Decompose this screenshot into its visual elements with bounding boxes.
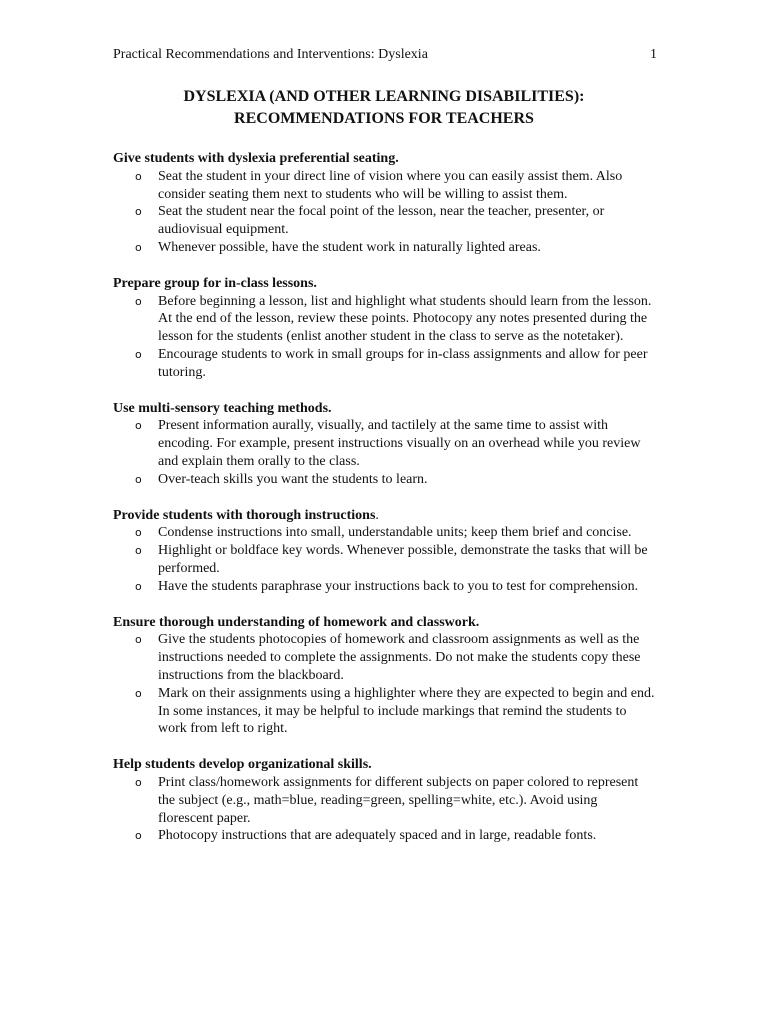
section	[113, 400, 655, 489]
list-item-text: Have the students paraphrase your instructions back to you to test for comprehension.	[158, 578, 639, 594]
list-item-text: Whenever possible, have the student work in naturally lighted areas.	[158, 239, 541, 255]
document-title	[113, 86, 655, 130]
list-item	[113, 346, 655, 382]
list-item	[113, 685, 655, 738]
title-line-2: RECOMMENDATIONS FOR TEACHERS	[234, 110, 534, 127]
section-heading	[113, 507, 655, 525]
hollow-bullet-icon: o	[135, 579, 142, 593]
list-item	[113, 417, 655, 470]
bullet-list	[113, 168, 655, 257]
section-heading	[113, 275, 655, 293]
list-item	[113, 471, 655, 489]
bullet-list	[113, 524, 655, 595]
section	[113, 507, 655, 596]
section	[113, 756, 655, 845]
hollow-bullet-icon: o	[135, 633, 142, 647]
hollow-bullet-icon: o	[135, 205, 142, 219]
bullet-list	[113, 631, 655, 738]
hollow-bullet-icon: o	[135, 686, 142, 700]
section	[113, 275, 655, 382]
list-item-text: Give the students photocopies of homework and classroom assignments as well as the instructions needed to complete the assignments. Do not make the students copy these instructions from the blackboard.	[158, 632, 641, 683]
bullet-list	[113, 293, 655, 382]
section-heading-text: Give students with dyslexia preferential seating.	[113, 151, 399, 166]
running-title: Practical Recommendations and Interventions: Dyslexia	[113, 47, 428, 62]
list-item-text: Encourage students to work in small groups for in-class assignments and allow for peer tutoring.	[158, 346, 648, 380]
hollow-bullet-icon: o	[135, 775, 142, 789]
section-heading-suffix: .	[375, 507, 379, 523]
list-item	[113, 524, 655, 542]
hollow-bullet-icon: o	[135, 347, 142, 361]
section-heading-text: Ensure thorough understanding of homework and classwork.	[113, 614, 480, 630]
title-line-1: DYSLEXIA (AND OTHER LEARNING DISABILITIES):	[183, 88, 585, 105]
list-item	[113, 168, 655, 204]
list-item-text: Highlight or boldface key words. Whenever possible, demonstrate the tasks that will be performed.	[158, 543, 648, 576]
list-item-text: Photocopy instructions that are adequately spaced and in large, readable fonts.	[158, 828, 597, 844]
list-item-text: Seat the student in your direct line of vision where you can easily assist them. Also consider seating them next to students who will be willing to assist them.	[158, 168, 623, 202]
sections-container	[113, 150, 655, 845]
list-item-text: Over-teach skills you want the students to learn.	[158, 471, 428, 487]
section	[113, 150, 655, 257]
section	[113, 614, 655, 739]
list-item	[113, 578, 655, 596]
list-item-text: Seat the student near the focal point of the lesson, near the teacher, presenter, or audiovisual equipment.	[158, 204, 605, 238]
section-heading	[113, 756, 655, 774]
hollow-bullet-icon: o	[135, 419, 142, 433]
hollow-bullet-icon: o	[135, 294, 142, 308]
list-item-text: Mark on their assignments using a highlighter where they are expected to begin and end. In some instances, it may be helpful to include markings that remind the students to work from left to right.	[158, 685, 655, 737]
section-heading	[113, 150, 655, 168]
hollow-bullet-icon: o	[135, 526, 142, 540]
hollow-bullet-icon: o	[135, 829, 142, 843]
running-header	[113, 46, 655, 64]
hollow-bullet-icon: o	[135, 472, 142, 486]
section-heading-text: Help students develop organizational skills.	[113, 757, 372, 773]
section-heading	[113, 400, 655, 418]
list-item-text: Condense instructions into small, understandable units; keep them brief and concise.	[158, 525, 632, 541]
page-number: 1	[650, 47, 657, 62]
list-item	[113, 293, 655, 346]
hollow-bullet-icon: o	[135, 169, 142, 183]
bullet-list	[113, 774, 655, 845]
list-item-text: Print class/homework assignments for different subjects on paper colored to represent the subject (e.g., math=blue, reading=green, spelling=white, etc.). Avoid using florescent paper.	[158, 774, 639, 826]
bullet-list	[113, 417, 655, 488]
hollow-bullet-icon: o	[135, 240, 142, 254]
list-item	[113, 203, 655, 239]
list-item	[113, 774, 655, 827]
list-item	[113, 827, 655, 845]
hollow-bullet-icon: o	[135, 544, 142, 558]
section-heading-text: Provide students with thorough instructions	[113, 507, 376, 523]
list-item	[113, 631, 655, 684]
list-item-text: Present information aurally, visually, and tactilely at the same time to assist with encoding. For example, present instructions visually on an overhead while you review and explain them orally to the class.	[158, 418, 641, 469]
section-heading	[113, 614, 655, 632]
list-item	[113, 542, 655, 578]
section-heading-text: Prepare group for in-class lessons.	[113, 275, 317, 291]
section-heading-text: Use multi-sensory teaching methods.	[113, 400, 332, 416]
list-item	[113, 239, 655, 257]
list-item-text: Before beginning a lesson, list and highlight what students should learn from the lesson. At the end of the lesson, review these points. Photocopy any notes presented during the lesson for the students (enlist another student in the class to serve as the notetaker).	[158, 293, 652, 345]
